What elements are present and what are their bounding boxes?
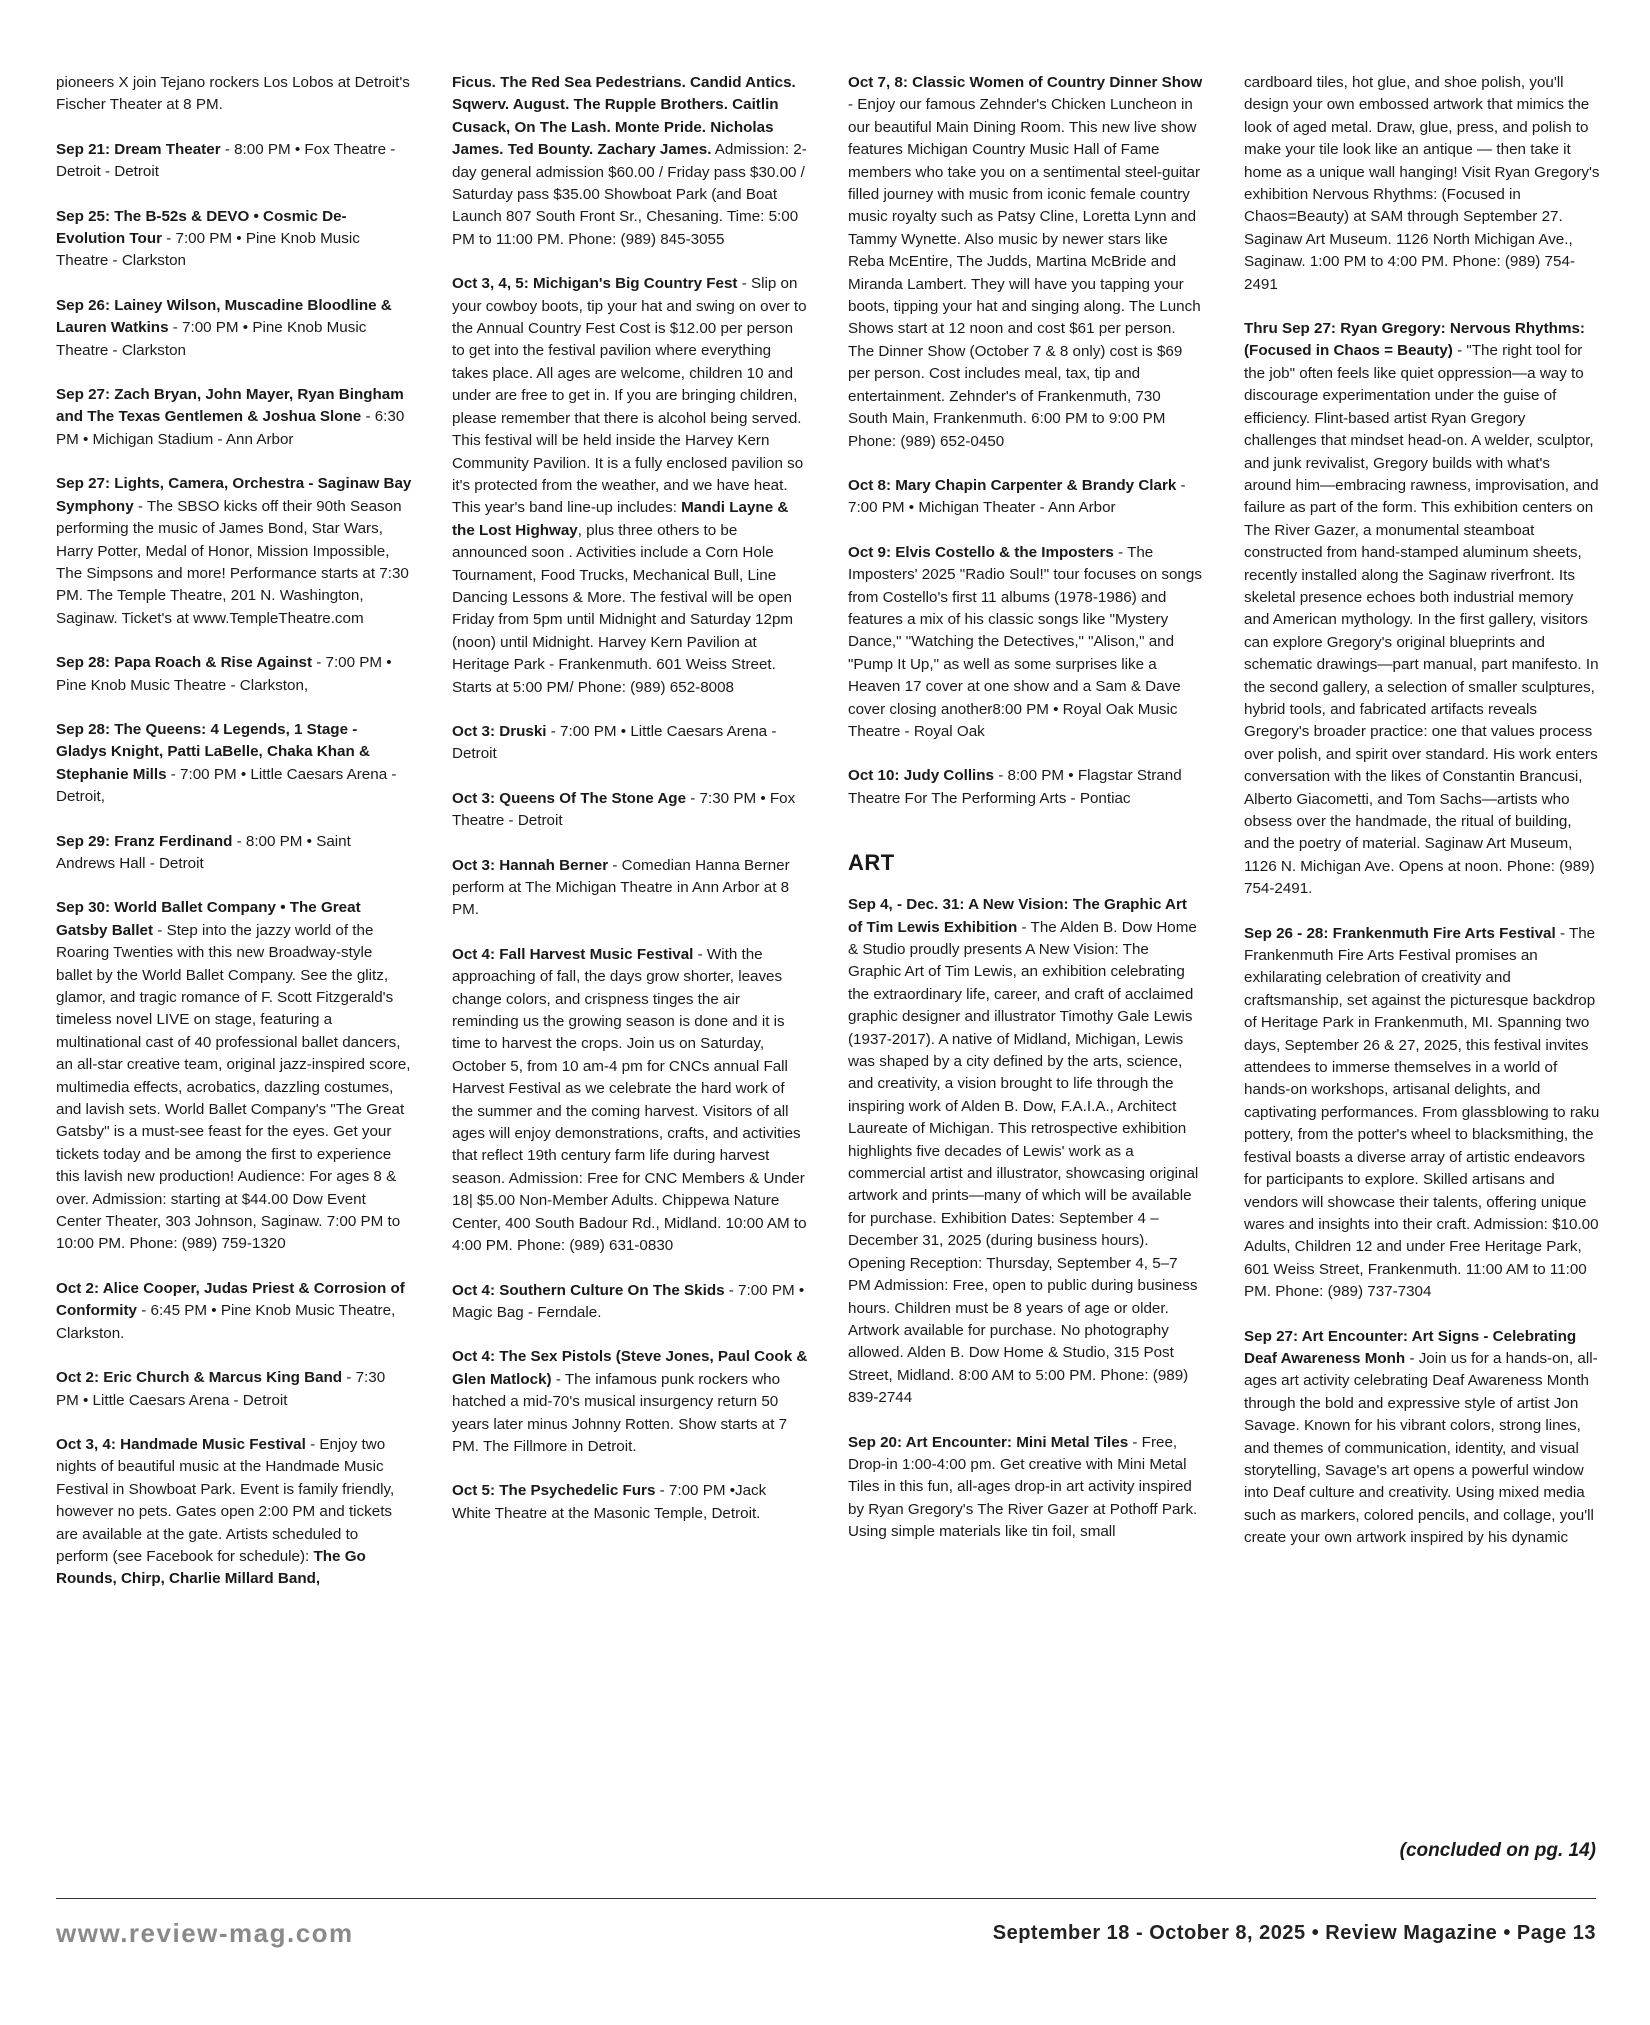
event-details: - The infamous punk rockers who hatched a mid-70's musical insurgency return 50 years later minus Johnny Rotten. Show starts at 7 PM. The Fillmore in Detroit. bbox=[452, 1370, 788, 1455]
event-listing bbox=[1244, 923, 1600, 1304]
event-details: - 7:00 PM • Pine Knob Music Theatre - Clarkston bbox=[56, 230, 360, 270]
event-details: - 7:30 PM • Little Caesars Arena - Detroit bbox=[56, 1369, 386, 1409]
event-details: - 7:30 PM • Fox Theatre - Detroit bbox=[452, 789, 796, 830]
event-listing bbox=[452, 1480, 808, 1525]
event-listing bbox=[56, 1278, 412, 1345]
footer-issue-info: September 18 - October 8, 2025 • Review Magazine • Page 13 bbox=[992, 1922, 1596, 1944]
event-details: - 7:00 PM • Pine Knob Music Theatre - Clarkston, bbox=[56, 654, 392, 694]
event-title: Oct 7, 8: Classic Women of Country Dinner Show bbox=[848, 74, 1203, 91]
listing-columns bbox=[56, 72, 1600, 1862]
event-details: - The Imposters' 2025 "Radio Soul!" tour focuses on songs from Costello's first 11 albums (1978-1986) and features a mix of his classic songs like "Mystery Dance," "Watching the Detectives," "Alison," and "Pump It Up," as well as some surprises like a Heaven 17 cover at one show and a Sam & Dave cover closing another8:00 PM • Royal Oak Music Theatre - Royal Oak bbox=[848, 543, 1202, 740]
event-listing bbox=[452, 788, 808, 833]
section-heading: ART bbox=[848, 850, 895, 876]
event-title: Sep 30: World Ballet Company • The Great Gatsby Ballet bbox=[56, 899, 361, 939]
column-4 bbox=[1244, 72, 1600, 1862]
event-listing bbox=[452, 855, 808, 922]
event-details: - 8:00 PM • Saint Andrews Hall - Detroit bbox=[56, 832, 351, 872]
event-listing bbox=[452, 1346, 808, 1458]
event-details: - 6:45 PM • Pine Knob Music Theatre, Clarkston. bbox=[56, 1302, 396, 1342]
event-listing bbox=[56, 1434, 412, 1591]
event-title: Sep 28: The Queens: 4 Legends, 1 Stage - Gladys Knight, Patti LaBelle, Chaka Khan & Stephanie Mills bbox=[56, 720, 370, 783]
event-listing bbox=[848, 542, 1204, 744]
event-details: - The Frankenmuth Fire Arts Festival promises an exhilarating celebration of creativity and craftsmanship, set against the picturesque backdrop of Heritage Park in Frankenmuth, MI. Spanning two days, September 26 & 27, 2025, this festival invites attendees to immerse themselves in a world of hands-on workshops, artisanal delights, and captivating performances. From glassblowing to raku pottery, from the potter's wheel to blacksmithing, the festival boasts a diverse array of artistic endeavors for participants to explore. Skilled artisans and vendors will showcase their talents, offering unique wares and insights into their craft. Admission: $10.00 Adults, Children 12 and under Free Heritage Park, 601 Weiss Street, Frankenmuth. 11:00 AM to 11:00 PM. Phone: (989) 737-7304 bbox=[1244, 924, 1600, 1301]
event-details: - Step into the jazzy world of the Roaring Twenties with this new Broadway-style ballet by the World Ballet Company. See the glitz, glamor, and tragic romance of F. Scott Fitzgerald's timeless novel LIVE on stage, featuring a multinational cast of 40 professional ballet dancers, an all-star creative team, original jazz-inspired score, multimedia effects, acrobatics, dazzling costumes, and lavish sets. World Ballet Company's "The Great Gatsby" is a must-see feast for the eyes. Get your tickets today and be among the first to experience this lavish new production! Audience: For ages 8 & over. Admission: starting at $44.00 Dow Event Center Theater, 303 Johnson, Saginaw. 7:00 PM to 10:00 PM. Phone: (989) 759-1320 bbox=[56, 921, 411, 1253]
event-title: Ficus. The Red Sea Pedestrians. Candid Antics. Sqwerv. August. The Rupple Brothers. Caitlin Cusack, On The Lash. Monte Pride. Nicholas James. Ted Bounty. Zachary James. bbox=[452, 74, 796, 159]
event-details: pioneers X join Tejano rockers Los Lobos at Detroit's Fischer Theater at 8 PM. bbox=[56, 74, 410, 114]
event-title: Oct 2: Eric Church & Marcus King Band bbox=[56, 1369, 343, 1387]
event-title: Sep 27: Lights, Camera, Orchestra - Saginaw Bay Symphony bbox=[56, 475, 412, 515]
event-listing bbox=[848, 1432, 1204, 1544]
event-details: - 7:00 PM • Michigan Theater - Ann Arbor bbox=[848, 476, 1186, 517]
event-details: - Enjoy our famous Zehnder's Chicken Luncheon in our beautiful Main Dining Room. This new live show features Michigan Country Music Hall of Fame members who take you on a sentimental steel-guitar filled journey with music from iconic female country music royalty such as Patsy Cline, Loretta Lynn and Tammy Wynette. Also music by newer stars like Reba McEntire, The Judds, Martina McBride and Miranda Lambert. They will have you tapping your boots, tipping your hat and singing along. The Lunch Shows start at 12 noon and cost $61 per person. The Dinner Show (October 7 & 8 only) cost is $69 per person. Cost includes meal, tax, tip and entertainment. Zehnder's of Frankenmuth, 730 South Main, Frankenmuth. 6:00 PM to 9:00 PM Phone: (989) 652-0450 bbox=[848, 96, 1201, 450]
event-title: Oct 3: Queens Of The Stone Age bbox=[452, 789, 687, 807]
event-title: Sep 21: Dream Theater bbox=[56, 140, 221, 158]
event-listing bbox=[56, 897, 412, 1256]
event-details: - The SBSO kicks off their 90th Season performing the music of James Bond, Star Wars, Harry Potter, Medal of Honor, Mission Impossible, The Simpsons and more! Performance starts at 7:30 PM. The Temple Theatre, 201 N. Washington, Saginaw. Ticket's at www.TempleTheatre.com bbox=[56, 497, 409, 627]
event-listing bbox=[452, 273, 808, 699]
event-title: Oct 2: Alice Cooper, Judas Priest & Corrosion of Conformity bbox=[56, 1279, 405, 1320]
event-details: - Slip on your cowboy boots, tip your hat and swing on over to the Annual Country Fest Cost is $12.00 per person to get into the festival pavilion where everything takes place. All ages are welcome, children 10 and under are free to get in. If you are bringing children, please remember that there is alcohol being served. This festival will be held inside the Harvey Kern Community Pavilion. It is a fully enclosed pavilion so it's protected from the weather, and we have heat. This year's band line-up includes: bbox=[452, 275, 807, 517]
event-title: Thru Sep 27: Ryan Gregory: Nervous Rhythms: (Focused in Chaos = Beauty) bbox=[1244, 320, 1585, 360]
event-title: Oct 3, 4: Handmade Music Festival bbox=[56, 1435, 306, 1453]
event-listing bbox=[452, 72, 808, 251]
event-listing bbox=[848, 894, 1204, 1409]
event-listing bbox=[1244, 72, 1600, 296]
event-details: Admission: 2-day general admission $60.00 / Friday pass $30.00 / Saturday pass $35.00 Showboat Park (and Boat Launch 807 South Front Sr., Chesaning. Time: 5:00 PM to 11:00 PM. Phone: (989) 845-3055 bbox=[452, 141, 807, 248]
event-listing bbox=[56, 295, 412, 362]
event-details: cardboard tiles, hot glue, and shoe polish, you'll design your own embossed artwork that mimics the look of aged metal. Draw, glue, press, and polish to make your tile look like an antique — then take it home as a unique wall hanging! Visit Ryan Gregory's exhibition Nervous Rhythms: (Focused in Chaos=Beauty) at SAM through September 27. Saginaw Art Museum. 1126 North Michigan Ave., Saginaw. 1:00 PM to 4:00 PM. Phone: (989) 754-2491 bbox=[1244, 74, 1600, 293]
event-details: - 7:00 PM • Pine Knob Music Theatre - Clarkston bbox=[56, 319, 367, 359]
event-listing bbox=[848, 72, 1204, 453]
event-listing bbox=[56, 719, 412, 809]
event-listing bbox=[452, 721, 808, 766]
event-listing bbox=[56, 206, 412, 273]
event-details: - 6:30 PM • Michigan Stadium - Ann Arbor bbox=[56, 408, 405, 448]
event-details: , plus three others to be announced soon . Activities include a Corn Hole Tournament, Food Trucks, Mechanical Bull, Line Dancing Lessons & More. The festival will be open Friday from 5pm until Midnight and Saturday 12pm (noon) until Midnight. Harvey Kern Pavilion at Heritage Park - Frankenmuth. 601 Weiss Street. Starts at 5:00 PM/ Phone: (989) 652-8008 bbox=[452, 521, 794, 696]
event-listing bbox=[56, 384, 412, 451]
event-details: - With the approaching of fall, the days grow shorter, leaves change colors, and crispness tinges the air reminding us the growing season is done and it is time to harvest the crops. Join us on Saturday, October 5, from 10 am-4 pm for CNCs annual Fall Harvest Festival as we celebrate the hard work of the summer and the coming harvest. Visitors of all ages will enjoy demonstrations, crafts, and activities that reflect 19th century farm life during harvest season. Admission: Free for CNC Members & Under 18| $5.00 Non-Member Adults. Chippewa Nature Center, 400 South Badour Rd., Midland. 10:00 AM to 4:00 PM. Phone: (989) 631-0830 bbox=[452, 945, 807, 1255]
event-title: Sep 29: Franz Ferdinand bbox=[56, 832, 233, 850]
event-title: Oct 5: The Psychedelic Furs bbox=[452, 1482, 656, 1500]
event-listing bbox=[1244, 318, 1600, 901]
event-title: Oct 4: Southern Culture On The Skids bbox=[452, 1281, 725, 1299]
event-title: Oct 3: Hannah Berner bbox=[452, 856, 609, 874]
event-details: - 7:00 PM • Little Caesars Arena - Detroit bbox=[452, 722, 777, 763]
event-details: - The Alden B. Dow Home & Studio proudly presents A New Vision: The Graphic Art of Tim Lewis, an exhibition celebrating the extraordinary life, career, and craft of acclaimed graphic designer and illustrator Timothy Gale Lewis (1937-2017). A native of Midland, Michigan, Lewis was shaped by a city defined by the arts, science, and creativity, a vision brought to life through the inspiring work of Alden B. Dow, F.A.I.A., Architect Laureate of Michigan. This retrospective exhibition highlights five decades of Lewis' work as a commercial artist and illustrator, showcasing original artwork and prints—many of which will be available for purchase. Exhibition Dates: September 4 – December 31, 2025 (during business hours). Opening Reception: Thursday, September 4, 5–7 PM Admission: Free, open to public during business hours. Children must be 8 years of age or older. Artwork available for purchase. No photography allowed. Alden B. Dow Home & Studio, 315 Post Street, Midland. 8:00 AM to 5:00 PM. Phone: (989) 839-2744 bbox=[848, 918, 1199, 1407]
event-details: - 7:00 PM • Magic Bag - Ferndale. bbox=[452, 1281, 805, 1321]
event-listing bbox=[56, 139, 412, 184]
event-details: - Free, Drop-in 1:00-4:00 pm. Get creative with Mini Metal Tiles in this fun, all-ages drop-in art activity inspired by Ryan Gregory's The River Gazer at Pothoff Park. Using simple materials like tin foil, small bbox=[848, 1433, 1198, 1541]
event-listing bbox=[848, 765, 1204, 810]
event-details: - Enjoy two nights of beautiful music at the Handmade Music Festival in Showboat Park. Event is family friendly, however no pets. Gates open 2:00 PM and tickets are available at the gate. Artists scheduled to perform (see Facebook for schedule): bbox=[56, 1435, 395, 1565]
event-listing bbox=[56, 1367, 412, 1412]
event-title: Oct 8: Mary Chapin Carpenter & Brandy Clark bbox=[848, 476, 1177, 494]
continued-note: (concluded on pg. 14) bbox=[1399, 1840, 1596, 1861]
event-title: Oct 4: Fall Harvest Music Festival bbox=[452, 945, 694, 963]
event-title: Sep 27: Zach Bryan, John Mayer, Ryan Bingham and The Texas Gentlemen & Joshua Slone bbox=[56, 386, 404, 426]
event-details: - 7:00 PM • Little Caesars Arena - Detroit, bbox=[56, 765, 397, 806]
footer-website: www.review-mag.com bbox=[56, 1918, 354, 1948]
event-details: - 8:00 PM • Fox Theatre - Detroit - Detroit bbox=[56, 140, 396, 181]
event-title: The Go Rounds, Chirp, Charlie Millard Band, bbox=[56, 1547, 366, 1588]
event-listing bbox=[56, 473, 412, 630]
footer-rule bbox=[56, 1898, 1596, 1899]
event-listing bbox=[56, 831, 412, 876]
event-details: - 8:00 PM • Flagstar Strand Theatre For The Performing Arts - Pontiac bbox=[848, 767, 1182, 807]
event-details: - Join us for a hands-on, all-ages art activity celebrating Deaf Awareness Month through the bold and expressive style of artist Jon Savage. Known for his vibrant colors, strong lines, and themes of communication, identity, and visual storytelling, Savage's art opens a powerful window into Deaf culture and creativity. Using mixed media such as markers, colored pencils, and collage, you'll create your own artwork inspired by his dynamic bbox=[1244, 1349, 1598, 1547]
event-title: Sep 27: Art Encounter: Art Signs - Celebrating Deaf Awareness Monh bbox=[1244, 1327, 1577, 1367]
event-title: Oct 3: Druski bbox=[452, 722, 547, 740]
column-2 bbox=[452, 72, 808, 1862]
event-title: Mandi Layne & the Lost Highway bbox=[452, 499, 789, 539]
event-title: Oct 4: The Sex Pistols (Steve Jones, Paul Cook & Glen Matlock) bbox=[452, 1348, 808, 1388]
event-title: Oct 3, 4, 5: Michigan's Big Country Fest bbox=[452, 275, 738, 293]
event-details: - "The right tool for the job" often feels like quiet oppression—a way to discourage experimentation under the guise of efficiency. Flint-based artist Ryan Gregory challenges that mindset head-on. A welder, sculptor, and junk revivalist, Gregory builds with what's around him—embracing rawness, improvisation, and failure as part of the form. This exhibition centers on The River Gazer, a monumental steamboat constructed from hand-stamped aluminum sheets, recently installed along the Saginaw riverfront. Its skeletal presence echoes both industrial memory and American mythology. In the first gallery, visitors can explore Gregory's original blueprints and schematic drawings—part manual, part manifesto. In the second gallery, a selection of smaller sculptures, hybrid tools, and fabricated artifacts reveals Gregory's broader practice: one that values process over polish, and spirit over standard. His work enters conversation with the likes of Constantin Brancusi, Alberto Giacometti, and Tom Sachs—artists who obsess over the handmade, the ritual of building, and the poetry of material. Saginaw Art Museum, 1126 N. Michigan Ave. Opens at noon. Phone: (989) 754-2491. bbox=[1244, 342, 1599, 898]
event-title: Sep 26 - 28: Frankenmuth Fire Arts Festival bbox=[1244, 924, 1556, 942]
event-details: - Comedian Hanna Berner perform at The Michigan Theatre in Ann Arbor at 8 PM. bbox=[452, 856, 790, 919]
event-details: - 7:00 PM •Jack White Theatre at the Masonic Temple, Detroit. bbox=[452, 1482, 767, 1522]
column-3 bbox=[848, 72, 1204, 1862]
event-title: Sep 20: Art Encounter: Mini Metal Tiles bbox=[848, 1433, 1129, 1451]
column-1 bbox=[56, 72, 412, 1862]
event-listing bbox=[1244, 1326, 1600, 1550]
event-listing bbox=[56, 652, 412, 697]
event-title: Sep 25: The B-52s & DEVO • Cosmic De-Evolution Tour bbox=[56, 207, 347, 248]
event-title: Oct 10: Judy Collins bbox=[848, 767, 995, 785]
event-title: Sep 26: Lainey Wilson, Muscadine Bloodline & Lauren Watkins bbox=[56, 296, 392, 337]
event-title: Sep 28: Papa Roach & Rise Against bbox=[56, 654, 313, 672]
event-title: Oct 9: Elvis Costello & the Imposters bbox=[848, 543, 1114, 561]
event-listing bbox=[452, 944, 808, 1258]
event-title: Sep 4, - Dec. 31: A New Vision: The Graphic Art of Tim Lewis Exhibition bbox=[848, 896, 1187, 936]
event-listing bbox=[56, 72, 412, 117]
event-listing bbox=[452, 1280, 808, 1325]
event-listing bbox=[848, 475, 1204, 520]
